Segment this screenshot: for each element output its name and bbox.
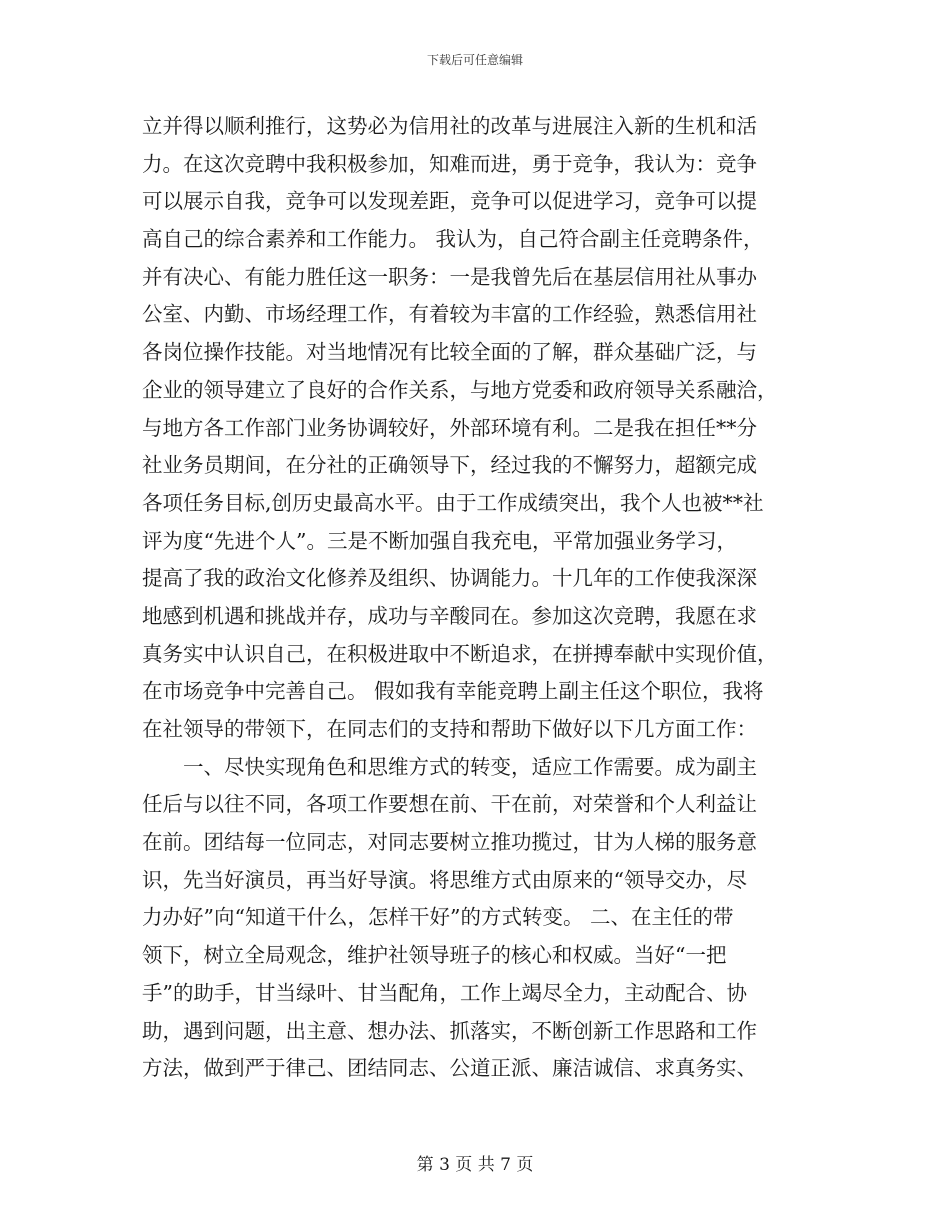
- text-line: 任后与以往不同，各项工作要想在前、干在前，对荣誉和个人利益让: [142, 792, 757, 817]
- page-number: 第 3 页 共 7 页: [416, 1155, 534, 1175]
- text-line: 方法，做到严于律己、团结同志、公道正派、廉洁诚信、求真务实、: [142, 1056, 757, 1081]
- body-text: [142, 108, 802, 1088]
- text-line: 识，先当好演员，再当好导演。将思维方式由原来的“领导交办，尽: [142, 867, 747, 892]
- text-line: 可以展示自我，竞争可以发现差距，竞争可以促进学习，竞争可以提: [142, 189, 757, 214]
- text-line: 各项任务目标,创历史最高水平。由于工作成绩突出，我个人也被**社: [142, 490, 764, 515]
- text-line: 在社领导的带领下，在同志们的支持和帮助下做好以下几方面工作：: [142, 717, 757, 741]
- text-line: 与地方各工作部门业务协调较好，外部环境有利。二是我在担任**分: [142, 415, 757, 440]
- text-line: 手”的助手，甘当绿叶、甘当配角，工作上竭尽全力，主动配合、协: [142, 980, 747, 1005]
- text-line: 社业务员期间，在分社的正确领导下，经过我的不懈努力，超额完成: [142, 453, 757, 478]
- text-line: 各岗位操作技能。对当地情况有比较全面的了解，群众基础广泛，与: [142, 340, 757, 365]
- text-line: 并有决心、有能力胜任这一职务：一是我曾先后在基层信用社从事办: [142, 264, 757, 289]
- text-line: 立并得以顺利推行，这势必为信用社的改革与进展注入新的生机和活: [142, 114, 757, 138]
- text-line: 力。在这次竞聘中我积极参加，知难而进，勇于竞争，我认为：竞争: [142, 151, 757, 176]
- text-line: 真务实中认识自己，在积极进取中不断追求，在拼搏奉献中实现价值，: [142, 641, 778, 666]
- text-line: 评为度“先进个人”。三是不断加强自我充电，平常加强业务学习，: [142, 528, 737, 553]
- page-header: 下载后可任意编辑: [426, 53, 523, 67]
- text-line: 助，遇到问题，出主意、想办法、抓落实，不断创新工作思路和工作: [142, 1018, 757, 1043]
- text-line: 高自己的综合素养和工作能力。 我认为，自己符合副主任竞聘条件，: [142, 227, 764, 252]
- text-line: 企业的领导建立了良好的合作关系，与地方党委和政府领导关系融洽，: [142, 377, 778, 402]
- text-line: 地感到机遇和挑战并存，成功与辛酸同在。参加这次竞聘，我愿在求: [142, 603, 757, 628]
- text-line: 在市场竞争中完善自己。 假如我有幸能竞聘上副主任这个职位，我将: [142, 679, 764, 704]
- text-line: 在前。团结每一位同志，对同志要树立推功揽过，甘为人梯的服务意: [142, 830, 757, 855]
- text-line: 力办好”向“知道干什么，怎样干好”的方式转变。 二、在主任的带: [142, 905, 734, 930]
- text-line: 一、尽快实现角色和思维方式的转变，适应工作需要。成为副主: [142, 754, 757, 779]
- text-line: 领下，树立全局观念，维护社领导班子的核心和权威。当好“一把: [142, 943, 727, 968]
- text-line: 公室、内勤、市场经理工作，有着较为丰富的工作经验，熟悉信用社: [142, 302, 757, 327]
- text-line: 提高了我的政治文化修养及组织、协调能力。十几年的工作使我深深: [142, 566, 757, 591]
